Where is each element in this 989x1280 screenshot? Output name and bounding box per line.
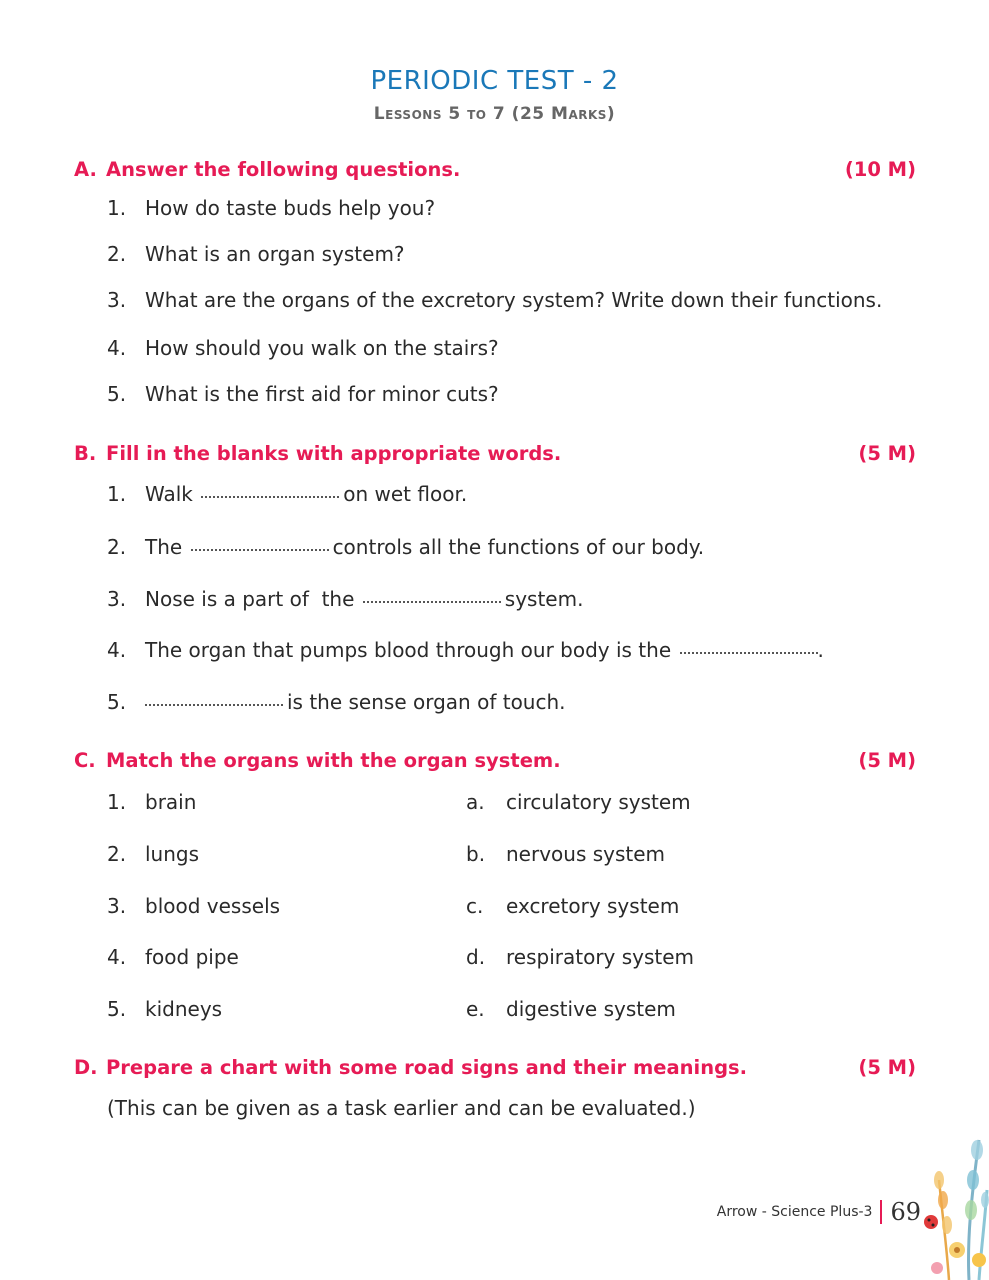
item-number: 4. (107, 945, 127, 969)
question-text-after: . (817, 638, 824, 662)
question-text-after: is the sense organ of touch. (287, 690, 566, 714)
question-text-after: system. (504, 587, 584, 611)
question-text-before: Nose is a part of the (145, 587, 355, 611)
section-marks: (10 M) (844, 158, 916, 181)
match-left-item (107, 790, 196, 814)
blank-question-item (107, 690, 566, 714)
blank-question-item (107, 587, 583, 611)
section-d-heading (74, 1056, 916, 1079)
blank-question-item (107, 482, 467, 506)
question-number: 4. (107, 638, 127, 662)
question-number: 3. (107, 288, 127, 312)
section-title: Answer the following questions. (106, 158, 461, 181)
footer-divider (880, 1200, 882, 1224)
answer-blank (145, 704, 283, 706)
item-letter: d. (466, 945, 486, 969)
question-number: 5. (107, 690, 127, 714)
question-text: What are the organs of the excretory system? Write down their functions. (145, 288, 883, 312)
item-letter: e. (466, 997, 485, 1021)
system-name: nervous system (506, 842, 666, 866)
match-right-item (466, 997, 676, 1021)
organ-name: blood vessels (145, 894, 281, 918)
item-number: 1. (107, 790, 127, 814)
system-name: excretory system (506, 894, 680, 918)
match-left-item (107, 842, 199, 866)
question-text: How do taste buds help you? (145, 196, 436, 220)
question-number: 3. (107, 587, 127, 611)
question-text: What is the first aid for minor cuts? (145, 382, 499, 406)
match-right-item (466, 945, 694, 969)
answer-blank (191, 549, 329, 551)
question-text: What is an organ system? (145, 242, 405, 266)
organ-name: kidneys (145, 997, 223, 1021)
answer-blank (363, 601, 501, 603)
section-title: Prepare a chart with some road signs and their meanings. (106, 1056, 748, 1079)
floral-decoration-icon (909, 1100, 989, 1280)
section-marks: (5 M) (858, 1056, 916, 1079)
question-text-before: Walk (145, 482, 193, 506)
system-name: digestive system (506, 997, 676, 1021)
match-right-item (466, 894, 679, 918)
match-right-item (466, 842, 665, 866)
section-letter: C. (74, 749, 96, 772)
question-item (107, 382, 499, 406)
page-number: 69 (890, 1198, 921, 1226)
section-letter: D. (74, 1056, 98, 1079)
answer-blank (201, 496, 339, 498)
book-title: Arrow - Science Plus-3 (716, 1204, 873, 1220)
system-name: respiratory system (506, 945, 695, 969)
section-marks: (5 M) (858, 749, 916, 772)
question-text: How should you walk on the stairs? (145, 336, 499, 360)
blank-question-item (107, 638, 824, 662)
match-left-item (107, 945, 239, 969)
page-footer (717, 1198, 921, 1226)
question-number: 1. (107, 482, 127, 506)
question-item (107, 288, 882, 312)
item-number: 3. (107, 894, 127, 918)
section-title: Match the organs with the organ system. (106, 749, 561, 772)
organ-name: lungs (145, 842, 200, 866)
section-b-heading (74, 442, 916, 465)
question-number: 2. (107, 242, 127, 266)
section-a-heading (74, 158, 916, 181)
section-title: Fill in the blanks with appropriate words. (106, 442, 562, 465)
blank-question-item (107, 535, 704, 559)
organ-name: food pipe (145, 945, 239, 969)
section-letter: A. (74, 158, 97, 181)
section-c-heading (74, 749, 916, 772)
question-item (107, 336, 499, 360)
question-number: 1. (107, 196, 127, 220)
question-item (107, 242, 405, 266)
page-title: PERIODIC TEST - 2 (370, 66, 619, 96)
question-text-before: The organ that pumps blood through our body is the (145, 638, 672, 662)
organ-name: brain (145, 790, 197, 814)
question-item (107, 196, 435, 220)
section-marks: (5 M) (858, 442, 916, 465)
answer-blank (680, 652, 818, 654)
match-right-item (466, 790, 691, 814)
question-number: 4. (107, 336, 127, 360)
match-left-item (107, 997, 222, 1021)
item-letter: a. (466, 790, 485, 814)
item-number: 2. (107, 842, 127, 866)
section-letter: B. (74, 442, 97, 465)
match-left-item (107, 894, 280, 918)
item-number: 5. (107, 997, 127, 1021)
section-note: (This can be given as a task earlier and can be evaluated.) (107, 1096, 696, 1120)
item-letter: c. (466, 894, 484, 918)
system-name: circulatory system (506, 790, 691, 814)
question-text-before: The (145, 535, 183, 559)
question-text-after: on wet floor. (343, 482, 468, 506)
question-number: 5. (107, 382, 127, 406)
question-number: 2. (107, 535, 127, 559)
page-subtitle: Lessons 5 to 7 (25 Marks) (373, 104, 616, 124)
question-text-after: controls all the functions of our body. (332, 535, 705, 559)
item-letter: b. (466, 842, 486, 866)
